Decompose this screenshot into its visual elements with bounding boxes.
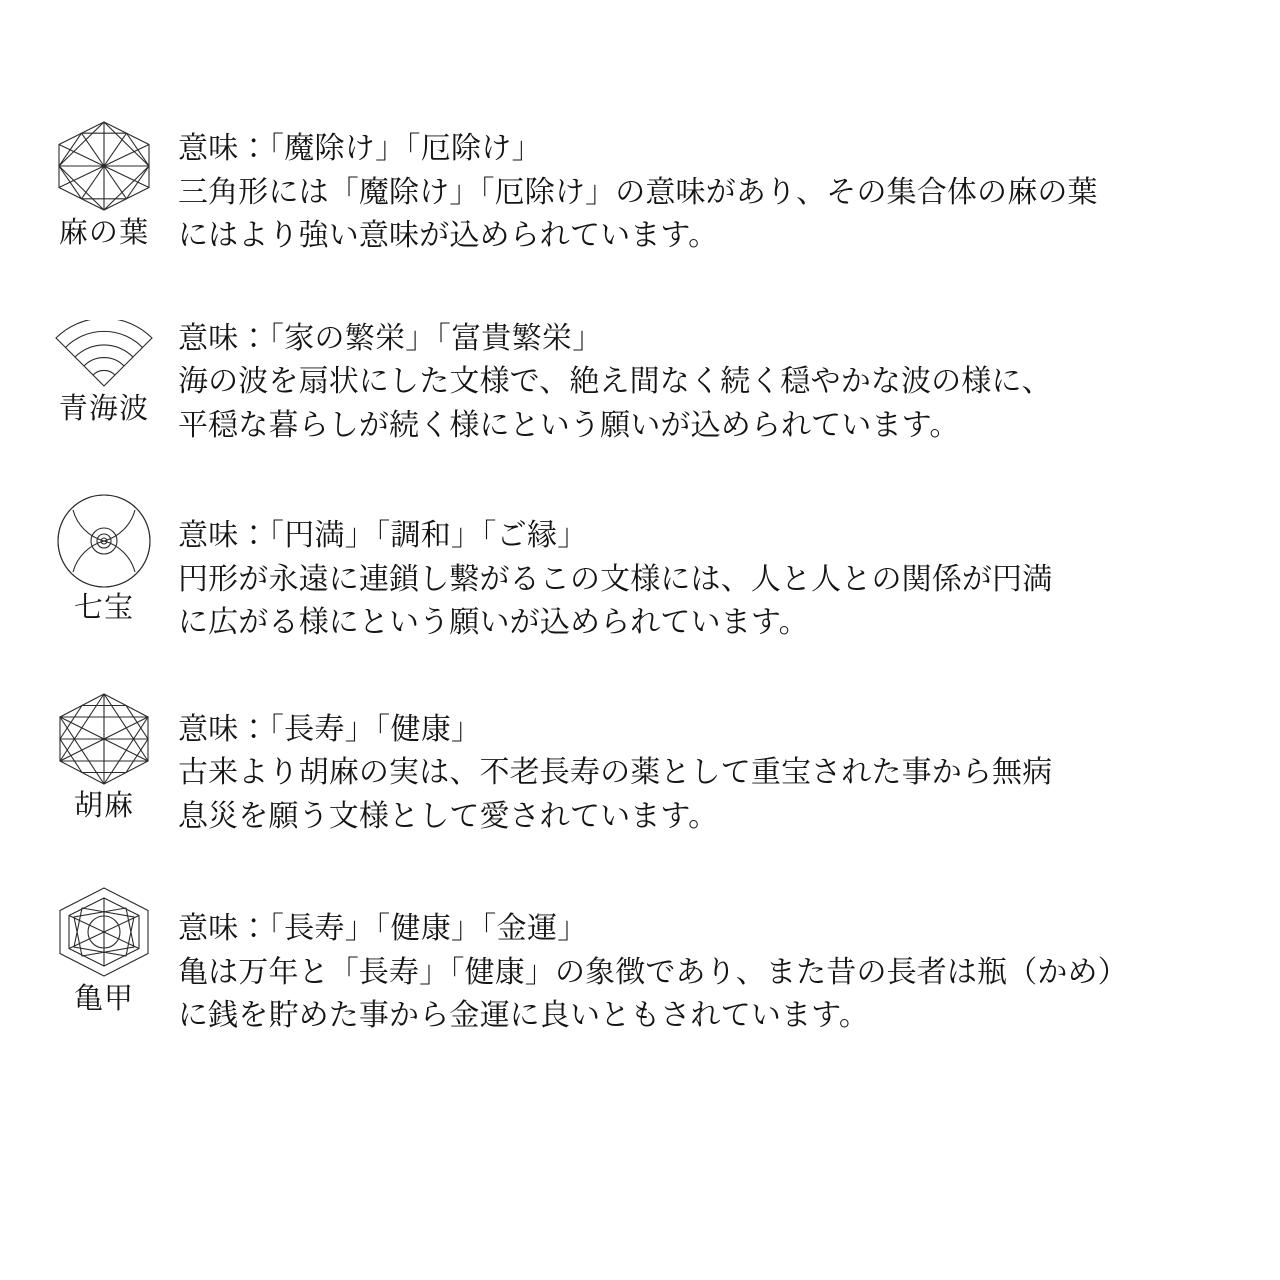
pattern-figure-seigaiha [30,304,178,427]
pattern-name-label: 麻の葉 [58,217,150,249]
blue-wave-fan-pattern-icon [48,304,160,390]
pattern-meaning: 意味：「円満」「調和」「ご縁」 [178,519,588,553]
pattern-description-line: 三角形には「魔除け」「厄除け」の意味があり、その集合体の麻の葉 [178,175,1098,209]
pattern-meaning: 意味：「魔除け」「厄除け」 [178,132,542,165]
sesame-cube-pattern-icon [48,691,160,787]
pattern-text-shippo [178,493,1240,645]
list-item [30,493,1240,645]
pattern-name-label: 胡麻 [73,789,135,822]
pattern-description-line: 古来より胡麻の実は、不老長寿の薬として重宝された事から無病 [178,756,1053,790]
pattern-meaning: 意味：「家の繁栄」「富貴繁栄」 [178,321,603,355]
pattern-name-label: 七宝 [73,592,135,625]
pattern-description-line: 海の波を扇状にした文様で、絶え間なく続く穏やかな波の様に、 [178,365,1052,399]
pattern-figure-kikko [30,884,178,1017]
pattern-text-seigaiha [178,304,1240,448]
pattern-name-label: 亀甲 [73,983,135,1016]
pattern-description-line: にはより強い意味が込められています。 [178,219,719,253]
list-item [30,691,1240,839]
pattern-description-line: に広がる様にという願いが込められています。 [178,606,809,640]
pattern-meaning: 意味：「長寿」「健康」 [178,712,482,746]
pattern-text-kikko [178,884,1240,1038]
list-item [30,304,1240,448]
pattern-description-line: 平穏な暮らしが続く様にという願いが込められています。 [178,408,960,442]
pattern-text-asanoha [178,118,1240,258]
hemp-leaf-pattern-icon [48,118,160,214]
pattern-description-line: 亀は万年と「長寿」「健康」の象徴であり、また昔の長者は瓶（かめ） [178,955,1128,989]
pattern-description-line: に銭を貯めた事から金運に良いともされています。 [178,999,870,1033]
pattern-meaning: 意味：「長寿」「健康」「金運」 [178,912,588,946]
pattern-name-label: 青海波 [58,392,150,425]
pattern-description-line: 息災を願う文様として愛されています。 [178,799,719,833]
list-item [30,118,1240,258]
pattern-description-line: 円形が永遠に連鎖し繋がるこの文様には、人と人との関係が円満 [178,562,1053,596]
pattern-figure-asanoha [30,118,178,251]
seven-treasures-circle-pattern-icon [48,493,160,589]
pattern-text-goma [178,691,1240,839]
pattern-figure-shippo [30,493,178,626]
pattern-figure-goma [30,691,178,824]
list-item [30,884,1240,1038]
tortoise-shell-hexagon-pattern-icon [48,884,160,980]
